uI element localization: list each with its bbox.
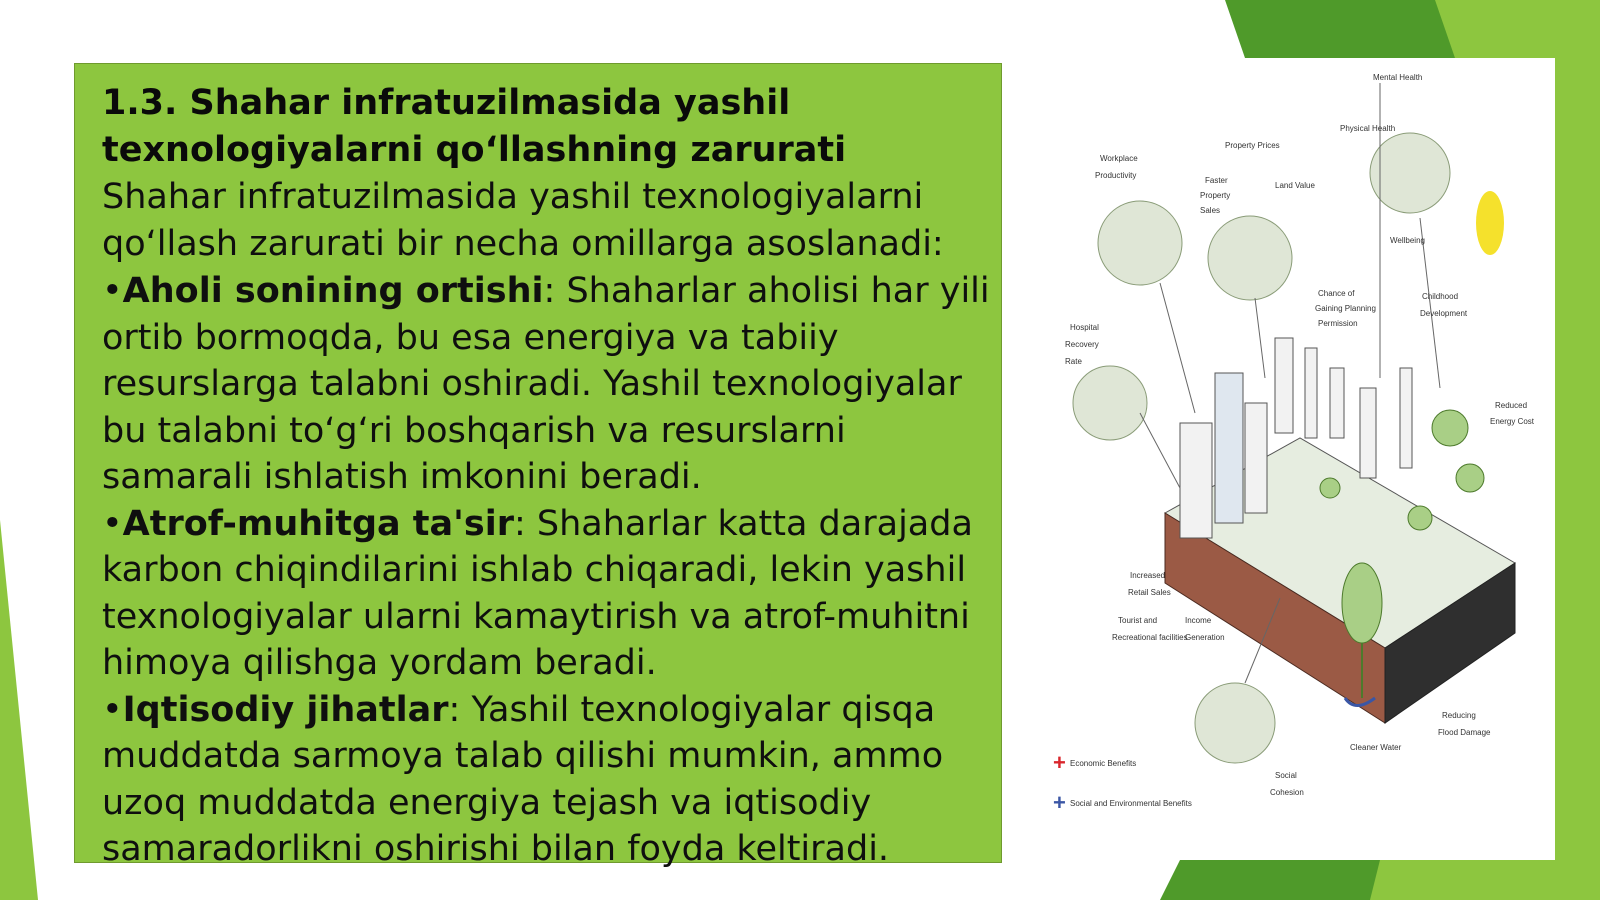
bullet-marker: • <box>102 271 123 311</box>
legend-economic-label: Economic Benefits <box>1070 759 1137 768</box>
bullet-heading: Aholi sonining ortishi <box>122 271 544 311</box>
label-increased: Increased <box>1130 571 1166 580</box>
content-textbox <box>74 63 1002 869</box>
label-income: Income <box>1185 616 1212 625</box>
legend <box>1053 750 1192 815</box>
sun-icon <box>1476 191 1504 255</box>
bullet-population <box>102 268 1007 501</box>
bullet-environment <box>102 501 1007 687</box>
intro-text: Shahar infratuzilmasida yashil texnologiyalarni qo‘llash zarurati bir necha omillarga asoslanadi: <box>102 177 944 264</box>
bullet-marker: • <box>102 503 123 544</box>
green-city-illustration <box>1053 58 1555 858</box>
label-land-value: Land Value <box>1275 181 1315 190</box>
label-reduced: Reduced <box>1495 401 1528 410</box>
label-workplace: Workplace <box>1100 154 1138 163</box>
bullet-text: : Yashil texnologiyalar qisqa muddatda sarmoya talab qilishi mumkin, ammo uzoq muddatda energiya tejash va iqtisodiy samaradorlikni oshirishi bilan foyda keltiradi. <box>102 689 944 869</box>
legend-economic-icon: + <box>1053 750 1066 775</box>
slide-title: 1.3. Shahar infratuzilmasida yashil texnologiyalarni qo‘llashning zarurati <box>102 83 847 170</box>
legend-social-icon: + <box>1053 790 1066 815</box>
top-right-light-band <box>1435 0 1600 58</box>
label-childhood: Childhood <box>1422 292 1459 301</box>
label-property: Property <box>1200 191 1231 200</box>
label-flood-damage: Flood Damage <box>1438 728 1491 737</box>
label-retail-sales: Retail Sales <box>1128 588 1171 597</box>
label-development: Development <box>1420 309 1468 318</box>
legend-social-label: Social and Environmental Benefits <box>1070 799 1192 808</box>
right-edge-band <box>1555 58 1600 900</box>
label-productivity: Productivity <box>1095 171 1137 180</box>
label-wellbeing: Wellbeing <box>1390 236 1425 245</box>
label-social: Social <box>1275 771 1297 780</box>
label-hospital: Hospital <box>1070 323 1099 332</box>
bullet-text: : Shaharlar aholisi har yili ortib bormoqda, bu esa energiya va tabiiy resurslarga talabni oshiradi. Yashil texnologiyalar bu talabni to‘g‘ri boshqarish va resurslarni samarali ishlatish imkonini beradi. <box>102 271 990 497</box>
label-generation: Generation <box>1185 633 1225 642</box>
label-energy-cost: Energy Cost <box>1490 417 1535 426</box>
label-gaining-planning: Gaining Planning <box>1315 304 1376 313</box>
bullet-heading: Atrof-muhitga ta'sir <box>122 503 514 544</box>
bullet-text: : Shaharlar katta darajada karbon chiqindilarini ishlab chiqaradi, lekin yashil texnologiyalar ularni kamaytirish va atrof-muhitni himoya qilishga yordam beradi. <box>102 503 973 683</box>
label-permission: Permission <box>1318 319 1358 328</box>
bottom-right-light-band <box>1370 860 1600 900</box>
label-chance-of: Chance of <box>1318 289 1355 298</box>
label-mental-health: Mental Health <box>1373 73 1423 82</box>
label-property-prices: Property Prices <box>1225 141 1280 150</box>
illustration-svg <box>1053 58 1555 858</box>
label-physical-health: Physical Health <box>1340 124 1396 133</box>
bullet-heading: Iqtisodiy jihatlar <box>122 689 449 730</box>
label-recreational: Recreational facilities <box>1112 633 1188 642</box>
bullet-marker: • <box>102 689 123 730</box>
label-tourist-and: Tourist and <box>1118 616 1158 625</box>
label-sales: Sales <box>1200 206 1221 215</box>
bullet-economy <box>102 687 1007 873</box>
label-cleaner-water: Cleaner Water <box>1350 743 1402 752</box>
label-recovery: Recovery <box>1065 340 1099 349</box>
label-cohesion: Cohesion <box>1270 788 1304 797</box>
label-faster: Faster <box>1205 176 1228 185</box>
left-edge-band <box>0 520 38 900</box>
label-rate: Rate <box>1065 357 1082 366</box>
label-reducing: Reducing <box>1442 711 1476 720</box>
